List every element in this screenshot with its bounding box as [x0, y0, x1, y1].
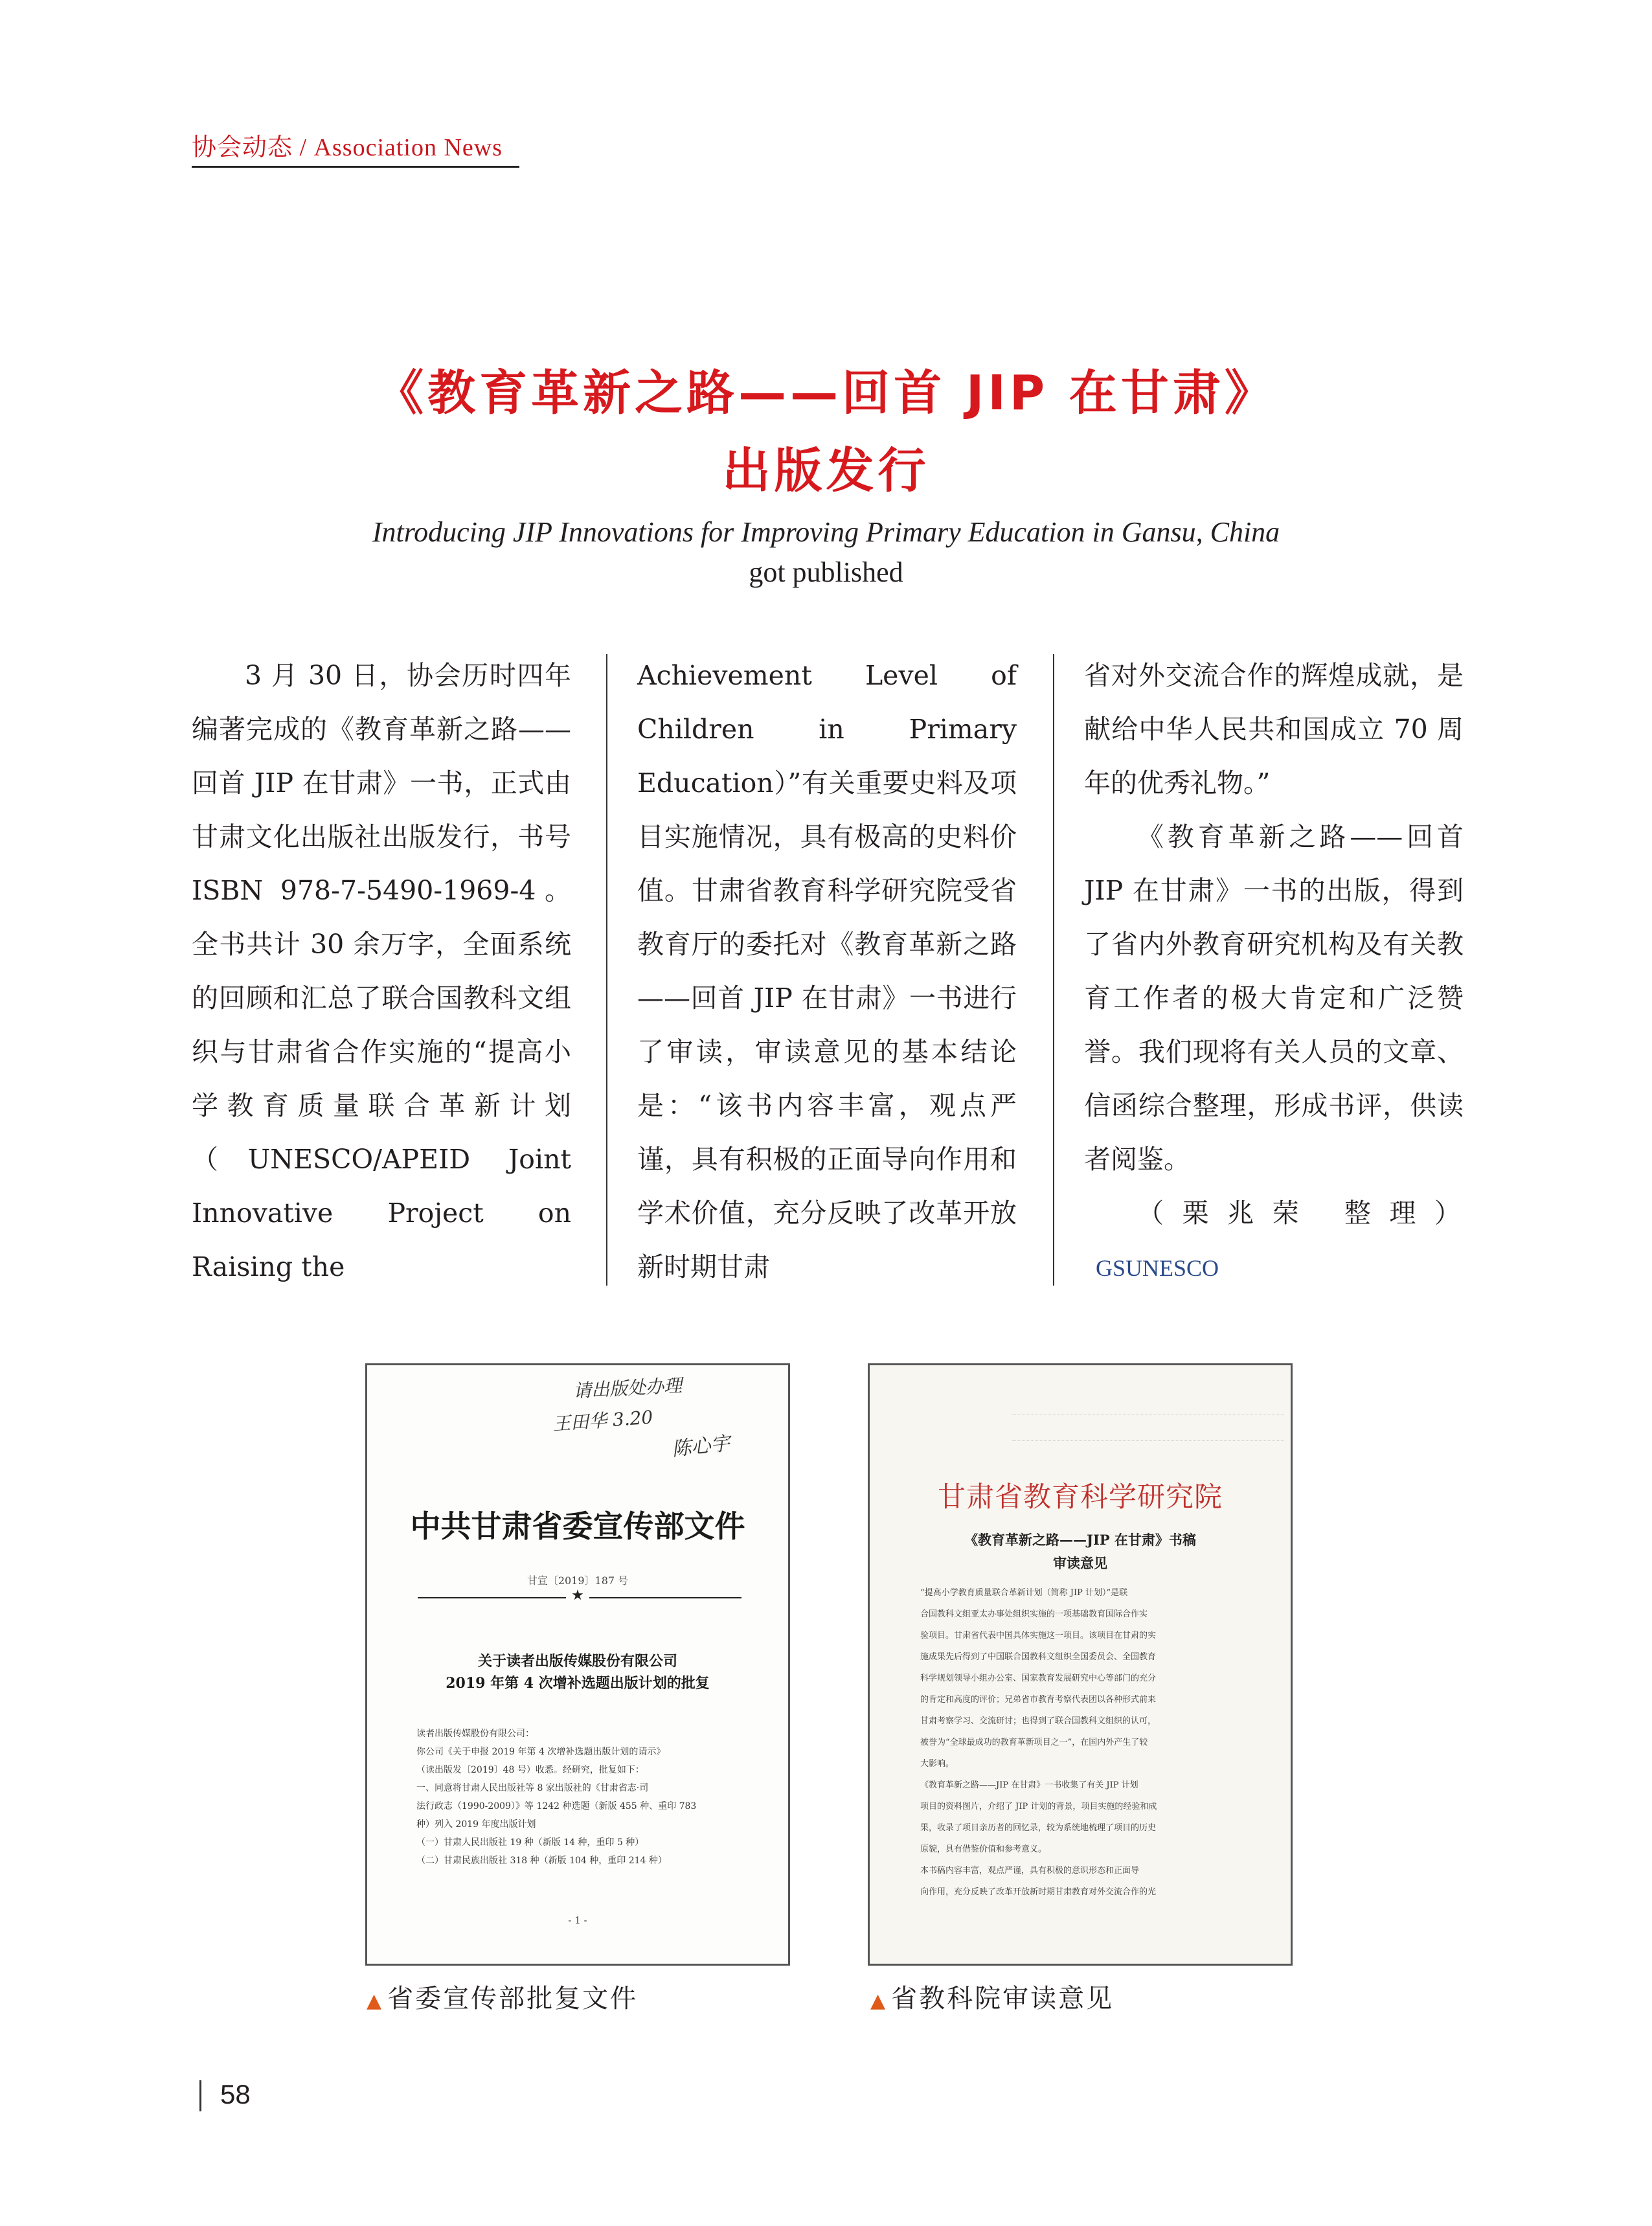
- doc2-line: 科学规划领导小组办公室、国家教育发展研究中心等部门的充分: [920, 1674, 1157, 1683]
- doc1-line: 你公司《关于申报 2019 年第 4 次增补选题出版计划的请示》: [416, 1747, 666, 1757]
- doc1-number: 甘宣〔2019〕187 号: [526, 1574, 629, 1587]
- doc2-line: 验项目。甘肃省代表中国具体实施这一项目。该项目在甘肃的实: [920, 1631, 1157, 1641]
- doc1-line: 法行政志（1990-2009）》等 1242 种选题（新版 455 种、重印 783: [416, 1801, 697, 1811]
- doc1-line: （一）甘肃人民出版社 19 种（新版 14 种，重印 5 种）: [416, 1837, 644, 1848]
- caption-left: [367, 1978, 638, 2015]
- doc1-subject-line2: 2019 年第 4 次增补选题出版计划的批复: [446, 1675, 710, 1692]
- caption-right: [870, 1978, 1114, 2015]
- doc2-line: 的肯定和高度的评价；兄弟省市教育考察代表团以各种形式前来: [920, 1695, 1157, 1705]
- doc1-line: 读者出版传媒股份有限公司：: [416, 1729, 534, 1739]
- doc2-line: 果，收录了项目亲历者的回忆录，较为系统地梳理了项目的历史: [920, 1823, 1157, 1833]
- doc2-line: 大影响。: [920, 1759, 955, 1769]
- doc1-line: 种）列入 2019 年度出版计划: [416, 1819, 536, 1830]
- star-icon: ★: [367, 1587, 788, 1604]
- doc2-line: 项目的资料图片，介绍了 JIP 计划的背景，项目实施的经验和成: [920, 1802, 1157, 1811]
- title-en-line2: got published: [749, 556, 903, 588]
- doc2-line: 被誉为“全球最成功的教育革新项目之一”，在国内外产生了较: [920, 1738, 1148, 1747]
- title-en-line1: Introducing JIP Innovations for Improving Primary Education in Gansu, China: [372, 516, 1280, 548]
- document-image-review: [868, 1363, 1293, 1966]
- doc1-subject-line1: 关于读者出版传媒股份有限公司: [477, 1653, 677, 1670]
- handwriting-note-1: 请出版处办理: [572, 1374, 683, 1402]
- title-cn-line2: 出版发行: [722, 443, 930, 499]
- doc2-org-heading: 甘肃省教育科学研究院: [938, 1481, 1223, 1514]
- column-divider-2: [1053, 654, 1054, 1286]
- doc2-line: 《教育革新之路——JIP 在甘肃》一书收集了有关 JIP 计划: [920, 1780, 1138, 1790]
- document-image-approval: [365, 1363, 790, 1966]
- doc2-line: “提高小学教育质量联合革新计划（简称 JIP 计划）”是联: [920, 1588, 1128, 1598]
- doc2-faint-watermark: [1012, 1414, 1284, 1441]
- doc2-subject-2: 审读意见: [1053, 1555, 1107, 1571]
- section-label: 协会动态 / Association News: [192, 134, 503, 161]
- title-cn-line1: 《教育革新之路——回首 JIP 在甘肃》: [376, 365, 1276, 421]
- column-divider-1: [606, 654, 607, 1286]
- doc1-line: （读出版发〔2019〕48 号）收悉。经研究，批复如下：: [416, 1765, 644, 1775]
- doc2-body: [920, 1582, 1270, 1903]
- column-1-text: 3 月 30 日，协会历时四年编著完成的《教育革新之路——回首 JIP 在甘肃》一书，正式由甘肃文化出版社出版发行，书号 ISBN 978-7-5490-1969-4。全书共计 30 余万字，全面系统的回顾和汇总了联合国教科文组织与甘肃省合作实施的“提高小学教育质量联合革新计划（UNESCO/APEID Joint Innovative Project on Raising the: [192, 660, 571, 1282]
- column-2-text: Achievement Level of Children in Primary Education）”有关重要史料及项目实施情况，具有极高的史料价值。甘肃省教育科学研究院受省教育厅的委托对《教育革新之路——回首 JIP 在甘肃》一书进行了审读，审读意见的基本结论是：“该书内容丰富，观点严谨，具有积极的正面导向作用和学术价值，充分反映了改革开放新时期甘肃: [637, 660, 1017, 1282]
- column-3-paragraph-1: 省对外交流合作的辉煌成就，是献给中华人民共和国成立 70 周年的优秀礼物。”: [1084, 660, 1464, 799]
- editor-credit: （栗兆荣 整理）: [1137, 1198, 1464, 1229]
- doc2-line: 向作用，充分反映了改革开放新时期甘肃教育对外交流合作的光: [920, 1887, 1157, 1897]
- column-3: [1084, 649, 1464, 1295]
- column-2: [637, 649, 1017, 1294]
- triangle-icon: ▲: [870, 1990, 888, 2012]
- caption-right-text: 省教科院审读意见: [891, 1984, 1115, 2014]
- doc2-line: 本书稿内容丰富，观点严谨，具有积极的意识形态和正面导: [920, 1866, 1140, 1876]
- doc2-line: 合国教科文组亚太办事处组织实施的一项基础教育国际合作实: [920, 1609, 1148, 1619]
- doc2-line: 原貌，具有借鉴价值和参考意义。: [920, 1845, 1047, 1854]
- handwriting-note-2: 王田华 3.20: [552, 1406, 654, 1435]
- column-1: [192, 649, 571, 1294]
- page-bar: [199, 2080, 201, 2111]
- caption-left-text: 省委宣传部批复文件: [387, 1984, 639, 2014]
- page-number: 58: [220, 2079, 251, 2109]
- brand-mark: GSUNESCO: [1096, 1255, 1219, 1281]
- column-3-paragraph-2: 《教育革新之路——回首 JIP 在甘肃》一书的出版，得到了省内外教育研究机构及有关教育工作者的极大肯定和广泛赞誉。我们现将有关人员的文章、信函综合整理，形成书评，供读者阅鉴。: [1084, 821, 1464, 1175]
- section-rule: [192, 166, 519, 168]
- doc1-page-number: - 1 -: [568, 1914, 587, 1926]
- handwriting-note-3: 陈心宇: [670, 1432, 731, 1461]
- doc2-line: 甘肃考察学习、交流研讨；也得到了联合国教科文组织的认可，: [920, 1716, 1157, 1726]
- doc2-subject: 《教育革新之路——JIP 在甘肃》书稿: [964, 1532, 1196, 1548]
- doc1-line: （二）甘肃民族出版社 318 种（新版 104 种，重印 214 种）: [416, 1856, 667, 1866]
- doc1-body: [416, 1725, 766, 1870]
- triangle-icon: ▲: [367, 1990, 384, 2012]
- credit-line: [1084, 1187, 1464, 1295]
- doc1-org-heading: 中共甘肃省委宣传部文件: [410, 1509, 745, 1545]
- doc1-line: 一、同意将甘肃人民出版社等 8 家出版社的《甘肃省志·司: [416, 1783, 649, 1793]
- doc2-line: 施成果先后得到了中国联合国教科文组织全国委员会、全国教育: [920, 1652, 1157, 1662]
